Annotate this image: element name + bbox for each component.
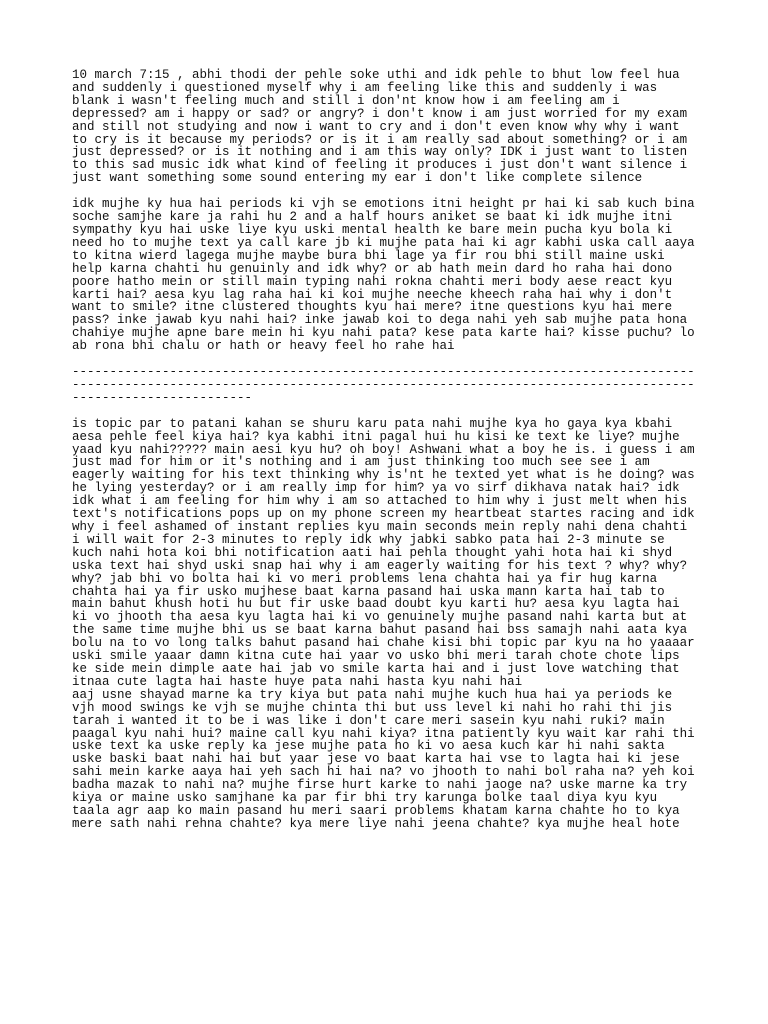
text-line: 10 march 7:15 , abhi thodi der pehle soke uthi and idk pehle to bhut low feel hua <box>72 68 680 82</box>
text-line: taala agr aap ko main pasand hu meri saari problems khatam karna chahte ho to kya <box>72 803 680 818</box>
text-line: sympathy kyu hai uske liye kyu uski mental health ke bare mein pucha kyu bola ki <box>72 222 673 237</box>
text-line: to kitna wierd lagega mujhe maybe bura bhi lage ya fir rou bhi still maine uski <box>72 248 665 263</box>
text-line: mere sath nahi rehna chahte? kya mere liye nahi jeena chahte? kya mujhe heal hote <box>72 816 680 831</box>
text-line: just mad for him or it's nothing and i am just thinking too much see see i am <box>72 455 650 470</box>
text-line: he lying yesterday? or i am really imp for him? ya vo sirf dikhava natak hai? idk <box>72 481 680 496</box>
text-line: aesa pehle feel kiya hai? kya kabhi itni pagal hui hu kisi ke text ke liye? mujhe <box>72 429 680 444</box>
text-line: text's notifications pops up on my phone screen my heartbeat startes racing and idk <box>72 507 695 522</box>
text-line: idk mujhe ky hua hai periods ki vjh se emotions itni height pr hai ki sab kuch bina <box>72 197 695 212</box>
text-line: depressed? am i happy or sad? or angry? i don't know i am just worried for my exam <box>72 106 688 121</box>
text-line: just depressed? or is it nothing and i am this way only? IDK i just want to listen <box>72 145 688 160</box>
journal-entry-paragraph <box>72 198 702 353</box>
text-line: chahiye mujhe apne bare mein hi kyu nahi pata? kese pata karte hai? kisse puchu? lo <box>72 326 695 341</box>
text-line: itnaa cute lagta hai haste huye pata nahi hasta kyu nahi hai <box>72 674 523 689</box>
text-line: to this sad music idk what kind of feeling it produces i just don't want silence i <box>72 158 688 173</box>
text-line: need ho to mujhe text ya call kare jb ki mujhe pata hai ki agr kabhi uska call aaya <box>72 235 695 250</box>
text-line: and suddenly i questioned myself why i am feeling like this and suddenly i was <box>72 80 658 95</box>
text-line: yaad kyu nahi????? main aesi kyu hu? oh boy! Ashwani what a boy he is. i guess i am <box>72 442 695 457</box>
text-line: eagerly waiting for his text thinking why is'nt he texted yet what is he doing? was <box>72 468 695 483</box>
text-line: poore hatho mein or still main typing nahi rokna chahti meri body aese react kyu <box>72 274 673 289</box>
text-line: soche samjhe kare ja rahi hu 2 and a half hours aniket se baat ki idk mujhe itni <box>72 210 673 225</box>
text-line: aaj usne shayad marne ka try kiya but pata nahi mujhe kuch hua hai ya periods ke <box>72 687 673 702</box>
separator-line: ------------------------ <box>72 390 253 405</box>
text-line: ke side mein dimple aate hai jab vo smile karta hai and i just love watching that <box>72 661 680 676</box>
text-line: uske text ka uske reply ka jese mujhe pata ho ki vo aesa kuch kar hi nahi sakta <box>72 739 665 754</box>
text-line: ki vo jhooth tha aesa kyu lagta hai ki vo genuinely mujhe pasand nahi karta but at <box>72 610 688 625</box>
text-line: vjh mood swings ke vjh se mujhe chinta thi but uss level ki nahi ho rahi thi jis <box>72 700 673 715</box>
separator-line: ----------------------------------------------------------------------------------- <box>72 377 695 392</box>
text-line: ab rona bhi chalu or hath or heavy feel ho rahe hai <box>72 339 455 354</box>
document-page <box>72 69 702 844</box>
text-line: just want something some sound entering my ear i don't like complete silence <box>72 171 643 186</box>
text-line: chahta hai ya fir usko mujhese baat karna pasand hai uska mann karta hai tab to <box>72 584 665 599</box>
text-line: karti hai? aesa kyu lag raha hai ki koi mujhe neeche kheech raha hai why i don't <box>72 287 673 302</box>
text-line: is topic par to patani kahan se shuru karu pata nahi mujhe kya ho gaya kya kbahi <box>72 416 673 431</box>
text-line: tarah i wanted it to be i was like i don't care meri sasein kyu nahi ruki? main <box>72 713 665 728</box>
text-line: pass? inke jawab kyu nahi hai? inke jawab koi to dega nahi yeh sab mujhe pata hona <box>72 313 688 328</box>
text-line: help karna chahti hu genuinly and idk why? or ab hath mein dard ho raha hai dono <box>72 261 673 276</box>
text-line: uska text hai shyd uski snap hai why i am eagerly waiting for his text ? why? why? <box>72 558 688 573</box>
text-line: the same time mujhe bhi us se baat karna bahut pasand hai bss samajh nahi aata kya <box>72 623 688 638</box>
journal-entry-paragraph <box>72 69 702 185</box>
text-line: sahi mein karke aaya hai yeh sach hi hai na? vo jhooth to nahi bol raha na? yeh koi <box>72 765 695 780</box>
text-line: to cry is it because my periods? or is it i am really sad about something? or i am <box>72 132 688 147</box>
text-line: uski smile yaaar damn kitna cute hai yaar vo usko bhi meri tarah chote chote lips <box>72 649 680 664</box>
text-line: and still not studying and now i want to cry and i don't even know why why i want <box>72 119 680 134</box>
text-line: paagal kyu nahi hui? maine call kyu nahi kiya? itna patiently kyu wait kar rahi thi <box>72 726 695 741</box>
text-line: uske baski baat nahi hai but yaar jese vo baat karta hai vse to lagta hai ki jese <box>72 752 680 767</box>
journal-entry-paragraph <box>72 418 702 831</box>
separator-line: ----------------------------------------------------------------------------------- <box>72 365 695 380</box>
text-line: kuch nahi hota koi bhi notification aati hai pehla thought yahi hota hai ki shyd <box>72 545 673 560</box>
text-line: i will wait for 2-3 minutes to reply idk why jabki sabko pata hai 2-3 minute se <box>72 532 665 547</box>
text-line: bolu na to vo long talks bahut pasand hai chahe kisi bhi topic par kyu na ho yaaaar <box>72 636 695 651</box>
text-line: badha mazak to nahi na? mujhe firse hurt karke to nahi jaoge na? uske marne ka try <box>72 778 688 793</box>
text-line: kiya or maine usko samjhane ka par fir bhi try karunga bolke taal diya kyu kyu <box>72 791 658 806</box>
text-line: blank i wasn't feeling much and still i don'nt know how i am feeling am i <box>72 93 620 108</box>
text-line: idk what i am feeling for him why i am so attached to him why i just melt when his <box>72 494 688 509</box>
dashed-separator <box>72 366 702 405</box>
text-line: why i feel ashamed of instant replies kyu main seconds mein reply nahi dena chahti <box>72 520 688 534</box>
text-line: want to smile? itne clustered thoughts kyu hai mere? itne questions kyu hai mere <box>72 300 673 315</box>
text-line: why? jab bhi vo bolta hai ki vo meri problems lena chahta hai ya fir hug karna <box>72 571 658 586</box>
text-line: main bahut khush hoti hu but fir uske baad doubt kyu karti hu? aesa kyu lagta hai <box>72 597 680 612</box>
